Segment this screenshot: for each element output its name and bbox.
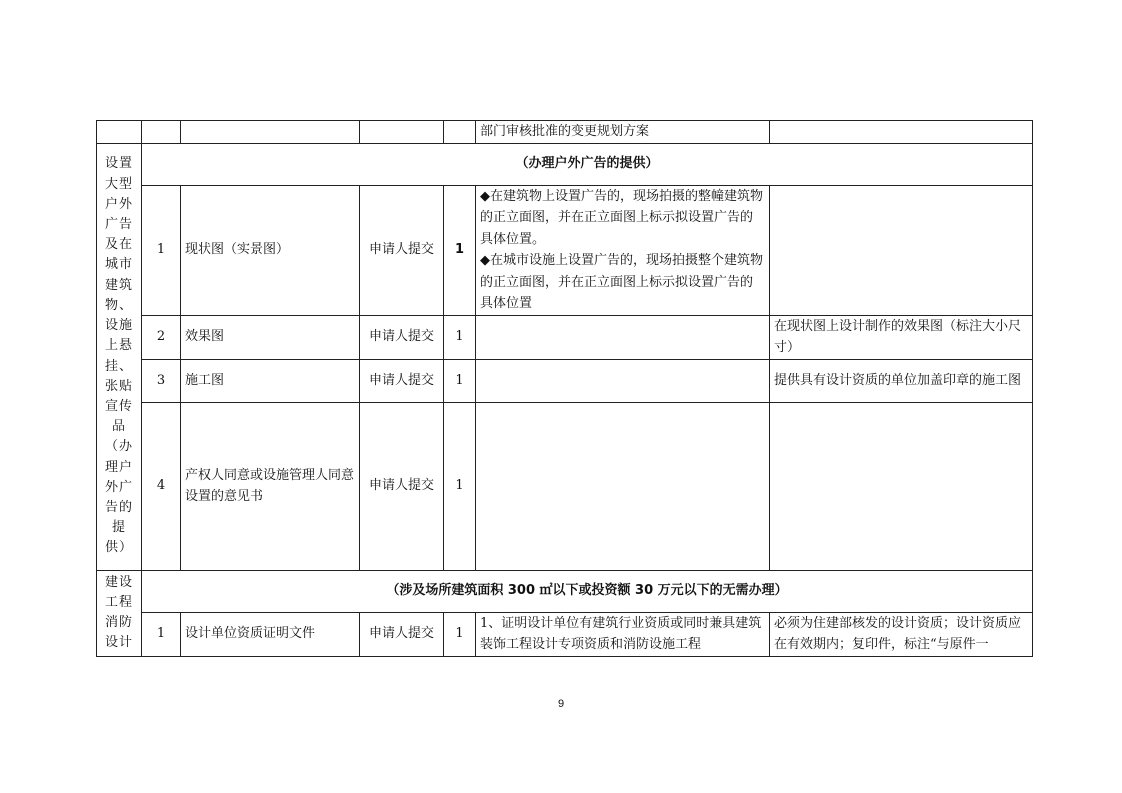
description: 1、证明设计单位有建筑行业资质或同时兼具建筑装饰工程设计专项资质和消防设施工程 xyxy=(476,612,770,656)
note: 提供具有设计资质的单位加盖印章的施工图 xyxy=(770,359,1033,402)
table-row xyxy=(97,121,1033,144)
desc-cell: 部门审核批准的变更规划方案 xyxy=(476,121,770,144)
table-row xyxy=(97,185,1033,315)
category-line: 品 xyxy=(111,419,126,435)
count-cell xyxy=(444,121,476,144)
copy-count: 1 xyxy=(444,402,476,570)
category-line: 供） xyxy=(104,540,133,556)
materials-table xyxy=(96,120,1033,657)
table-row xyxy=(97,402,1033,570)
category-line: 建设 xyxy=(104,574,133,590)
description xyxy=(476,359,770,402)
category-line: 大型 xyxy=(104,176,133,192)
note xyxy=(770,402,1033,570)
row-number: 2 xyxy=(142,315,181,359)
copy-count: 1 xyxy=(444,359,476,402)
section-header-row xyxy=(97,143,1033,185)
note-cell xyxy=(770,121,1033,144)
description-paragraph: ◆在建筑物上设置广告的，现场拍摄的整幢建筑物的正立面图，并在正立面图上标示拟设置广告的具体位置。 xyxy=(480,188,763,247)
category-line: 物、 xyxy=(104,297,133,313)
category-line: （办 xyxy=(104,439,133,455)
category-line: 挂、 xyxy=(104,358,133,374)
row-number: 4 xyxy=(142,402,181,570)
num-cell xyxy=(142,121,181,144)
page-number: 9 xyxy=(557,698,565,710)
submitter-cell xyxy=(360,121,444,144)
category-line: 工程 xyxy=(104,594,133,610)
category-line: 告的 xyxy=(104,499,133,515)
material-name: 施工图 xyxy=(181,359,360,402)
copy-count: 1 xyxy=(444,612,476,656)
submitter: 申请人提交 xyxy=(360,359,444,402)
description-paragraph: ◆在城市设施上设置广告的，现场拍摄整个建筑物的正立面图，并在正立面图上标示拟设置广告的具体位置 xyxy=(480,253,763,311)
material-name: 现状图（实景图） xyxy=(181,185,360,315)
note: 必须为住建部核发的设计资质；设计资质应在有效期内；复印件，标注“与原件一 xyxy=(770,612,1033,656)
category-line: 提 xyxy=(111,520,126,536)
table-row xyxy=(97,612,1033,656)
category-line: 理户 xyxy=(104,459,133,475)
category-line: 城市 xyxy=(104,257,133,273)
material-name: 设计单位资质证明文件 xyxy=(181,612,360,656)
row-number: 1 xyxy=(142,185,181,315)
category-line: 户外 xyxy=(104,196,133,212)
copy-count: 1 xyxy=(444,185,476,315)
table-row xyxy=(97,315,1033,359)
section-header: （涉及场所建筑面积 300 ㎡以下或投资额 30 万元以下的无需办理） xyxy=(142,570,1033,612)
category-line: 设施 xyxy=(104,318,133,334)
category-label xyxy=(101,154,137,558)
section-header: （办理户外广告的提供） xyxy=(142,143,1033,185)
description xyxy=(476,402,770,570)
name-cell xyxy=(181,121,360,144)
category-line: 张贴 xyxy=(104,378,133,394)
category-line: 上悬 xyxy=(104,338,133,354)
category-line: 广告 xyxy=(104,217,133,233)
copy-count: 1 xyxy=(444,315,476,359)
category-line: 建筑 xyxy=(104,277,133,293)
row-number: 3 xyxy=(142,359,181,402)
section-header-row xyxy=(97,570,1033,612)
table-row xyxy=(97,359,1033,402)
material-name: 产权人同意或设施管理人同意设置的意见书 xyxy=(181,402,360,570)
category-line: 设计 xyxy=(104,635,133,651)
category-label xyxy=(101,573,137,654)
note: 在现状图上设计制作的效果图（标注大小尺寸） xyxy=(770,315,1033,359)
submitter: 申请人提交 xyxy=(360,402,444,570)
material-name: 效果图 xyxy=(181,315,360,359)
note xyxy=(770,185,1033,315)
description xyxy=(476,315,770,359)
category-line: 设置 xyxy=(104,156,133,172)
category-cell xyxy=(97,121,142,144)
submitter: 申请人提交 xyxy=(360,612,444,656)
description xyxy=(476,185,770,315)
row-number: 1 xyxy=(142,612,181,656)
category-line: 消防 xyxy=(104,615,133,630)
category-cell-fire-design xyxy=(97,570,142,656)
category-cell-outdoor-ad xyxy=(97,143,142,570)
category-line: 宣传 xyxy=(104,398,133,414)
submitter: 申请人提交 xyxy=(360,185,444,315)
category-line: 及在 xyxy=(104,237,133,253)
submitter: 申请人提交 xyxy=(360,315,444,359)
category-line: 外广 xyxy=(104,479,133,495)
